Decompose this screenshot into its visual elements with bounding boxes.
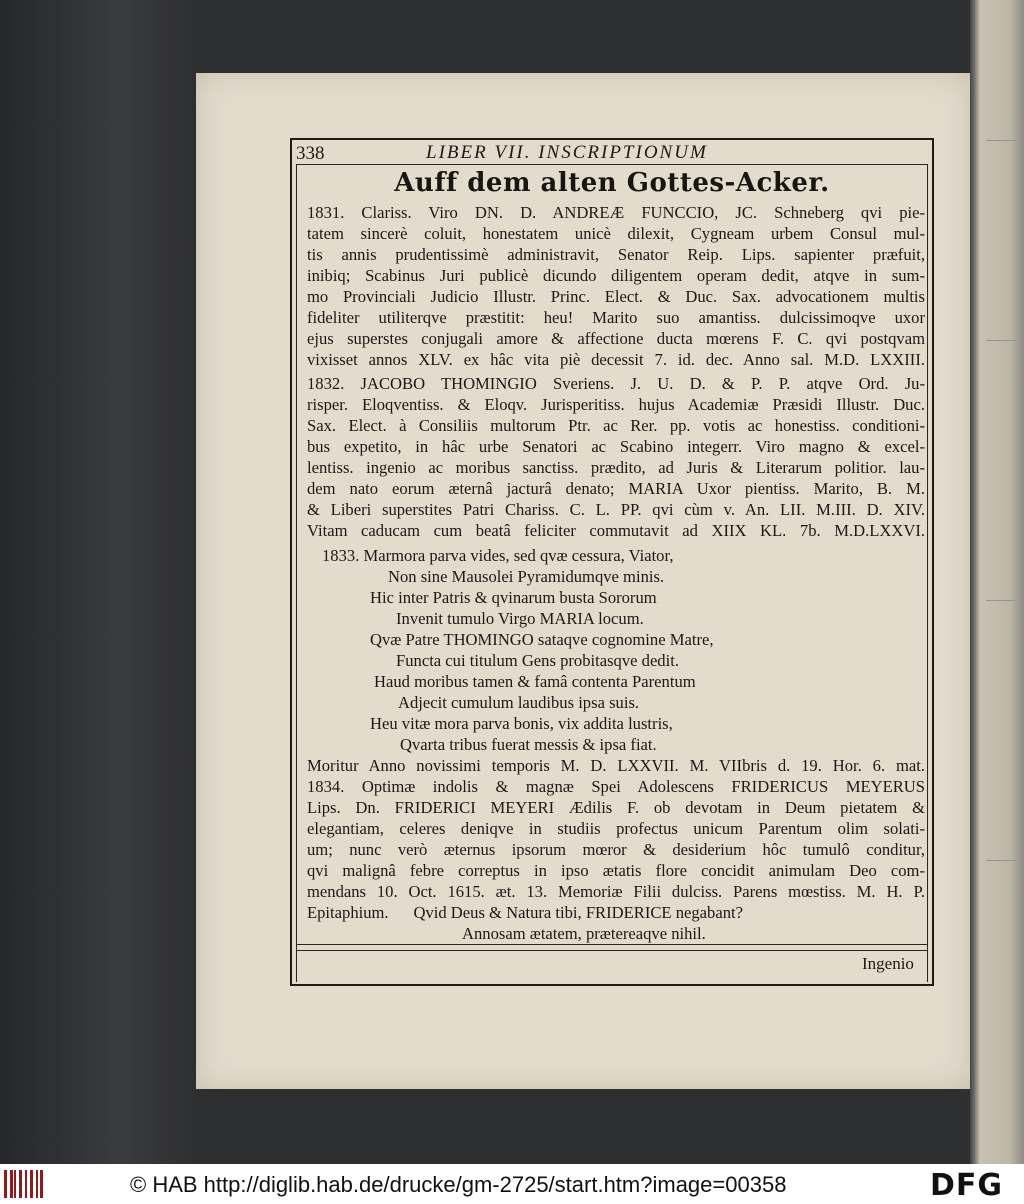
poem-line: Qvarta tribus fuerat messis & ipsa fiat. bbox=[400, 735, 657, 754]
page-number: 338 bbox=[296, 143, 325, 164]
text-line: Lips. Dn. FRIDERICI MEYERI Ædilis F. ob devotam in Deum pietatem & bbox=[307, 798, 925, 817]
poem-line: Adjecit cumulum laudibus ipsa suis. bbox=[398, 693, 640, 712]
text-line: tis annis prudentissimè administravit, Senator Reip. Lips. sapienter præfuit, bbox=[307, 245, 925, 264]
text-line: fideliter utiliterqve præstitit: heu! Marito suo amantiss. dulcissimoqve uxor bbox=[307, 308, 925, 327]
text-line: um; nunc verò æternus ipsorum mœror & desiderium hôc tumulô conditur, bbox=[307, 840, 925, 859]
text-line: bus expetito, in hâc urbe Senatori ac Scabino integerr. Viro magno & excel- bbox=[307, 437, 925, 456]
poem-line: Qvæ Patre THOMINGO sataqve cognomine Matre, bbox=[370, 630, 714, 649]
adjacent-page-edge bbox=[970, 0, 1024, 1164]
poem-line: Invenit tumulo Virgo MARIA locum. bbox=[396, 609, 644, 628]
poem-line: Hic inter Patris & qvinarum busta Sororum bbox=[370, 588, 657, 607]
text-line: 1831. Clariss. Viro DN. D. ANDREÆ FUNCCIO, JC. Schneberg qvi pie- bbox=[307, 203, 925, 222]
text-line: 1834. Optimæ indolis & magnæ Spei Adolescens FRIDERICUS MEYERUS bbox=[307, 777, 925, 796]
text-line: Sax. Elect. à Consiliis multorum Ptr. ac Rer. pp. votis ac honestiss. conditioni- bbox=[307, 416, 925, 435]
bottom-rule bbox=[296, 950, 928, 951]
text-line: inibiq; Scabinus Juri publicè dicundo diligentem operam dedit, atqve in sum- bbox=[307, 266, 925, 285]
text-line: vixisset annos XLV. ex hâc vita piè decessit 7. id. dec. Anno sal. M.D. LXXIII. bbox=[307, 350, 925, 369]
footer-bar bbox=[0, 1164, 1024, 1204]
text-line: mendans 10. Oct. 1615. æt. 13. Memoriæ Filii dulciss. Parens mœstiss. M. H. P. bbox=[307, 882, 925, 901]
text-line: & Liberi superstites Patri Chariss. C. L. PP. qvi cùm v. An. LII. M.III. D. XIV. bbox=[307, 500, 925, 519]
poem-line: Haud moribus tamen & famâ contenta Parentum bbox=[374, 672, 696, 691]
text-line: Annosam ætatem, prætereaqve nihil. bbox=[462, 924, 706, 943]
text-line: qvi malignâ febre correptus in ipso ætatis flore concidit animulam Deo com- bbox=[307, 861, 925, 880]
poem-line: Heu vitæ mora parva bonis, vix addita lustris, bbox=[370, 714, 673, 733]
text-line: Epitaphium. Qvid Deus & Natura tibi, FRIDERICE negabant? bbox=[307, 903, 743, 922]
text-line: ejus superstes conjugali amore & affectione ducta mœrens F. C. qvi postqvam bbox=[307, 329, 925, 348]
bottom-rule bbox=[296, 944, 928, 945]
header-title: LIBER VII. INSCRIPTIONUM bbox=[426, 142, 708, 163]
text-line: elegantiam, celeres deniqve in studiis profectus unicum Parentum olim solati- bbox=[307, 819, 925, 838]
text-line: tatem sincerè coluit, honestatem unicè dilexit, Cygneam urbem Consul mul- bbox=[307, 224, 925, 243]
dfg-logo: DFG bbox=[930, 1168, 1004, 1203]
hab-barcode-logo-icon bbox=[4, 1170, 44, 1198]
section-title: Auff dem alten Gottes-Acker. bbox=[394, 168, 830, 198]
poem-line: Non sine Mausolei Pyramidumqve minis. bbox=[388, 567, 665, 586]
text-line: Moritur Anno novissimi temporis M. D. LXXVII. M. VIIbris d. 19. Hor. 6. mat. bbox=[307, 756, 925, 775]
poem-line: Functa cui titulum Gens probitasqve dedit. bbox=[396, 651, 679, 670]
running-head bbox=[296, 140, 928, 165]
catchword: Ingenio bbox=[862, 954, 914, 973]
text-line: Vitam caducam cum beatâ feliciter commutavit ad XIIX KL. 7b. M.D.LXXVI. bbox=[307, 521, 925, 540]
text-line: dem nato eorum æternâ jacturâ denato; MARIA Uxor pientiss. Marito, B. M. bbox=[307, 479, 925, 498]
text-line: risper. Eloqventiss. & Eloqv. Jurisperitiss. hujus Academiæ Præsidi Illustr. Duc. bbox=[307, 395, 925, 414]
text-line: lentiss. ingenio ac moribus sanctiss. prædito, ad Juris & Literarum politior. lau- bbox=[307, 458, 925, 477]
text-line: mo Provinciali Judicio Illustr. Princ. Elect. & Duc. Sax. advocationem multis bbox=[307, 287, 925, 306]
poem-line: 1833. Marmora parva vides, sed qvæ cessura, Viator, bbox=[322, 546, 674, 565]
text-line: 1832. JACOBO THOMINGIO Sveriens. J. U. D. & P. P. atqve Ord. Ju- bbox=[307, 374, 925, 393]
copyright-link[interactable]: © HAB http://diglib.hab.de/drucke/gm-2725/start.htm?image=00358 bbox=[130, 1172, 787, 1197]
